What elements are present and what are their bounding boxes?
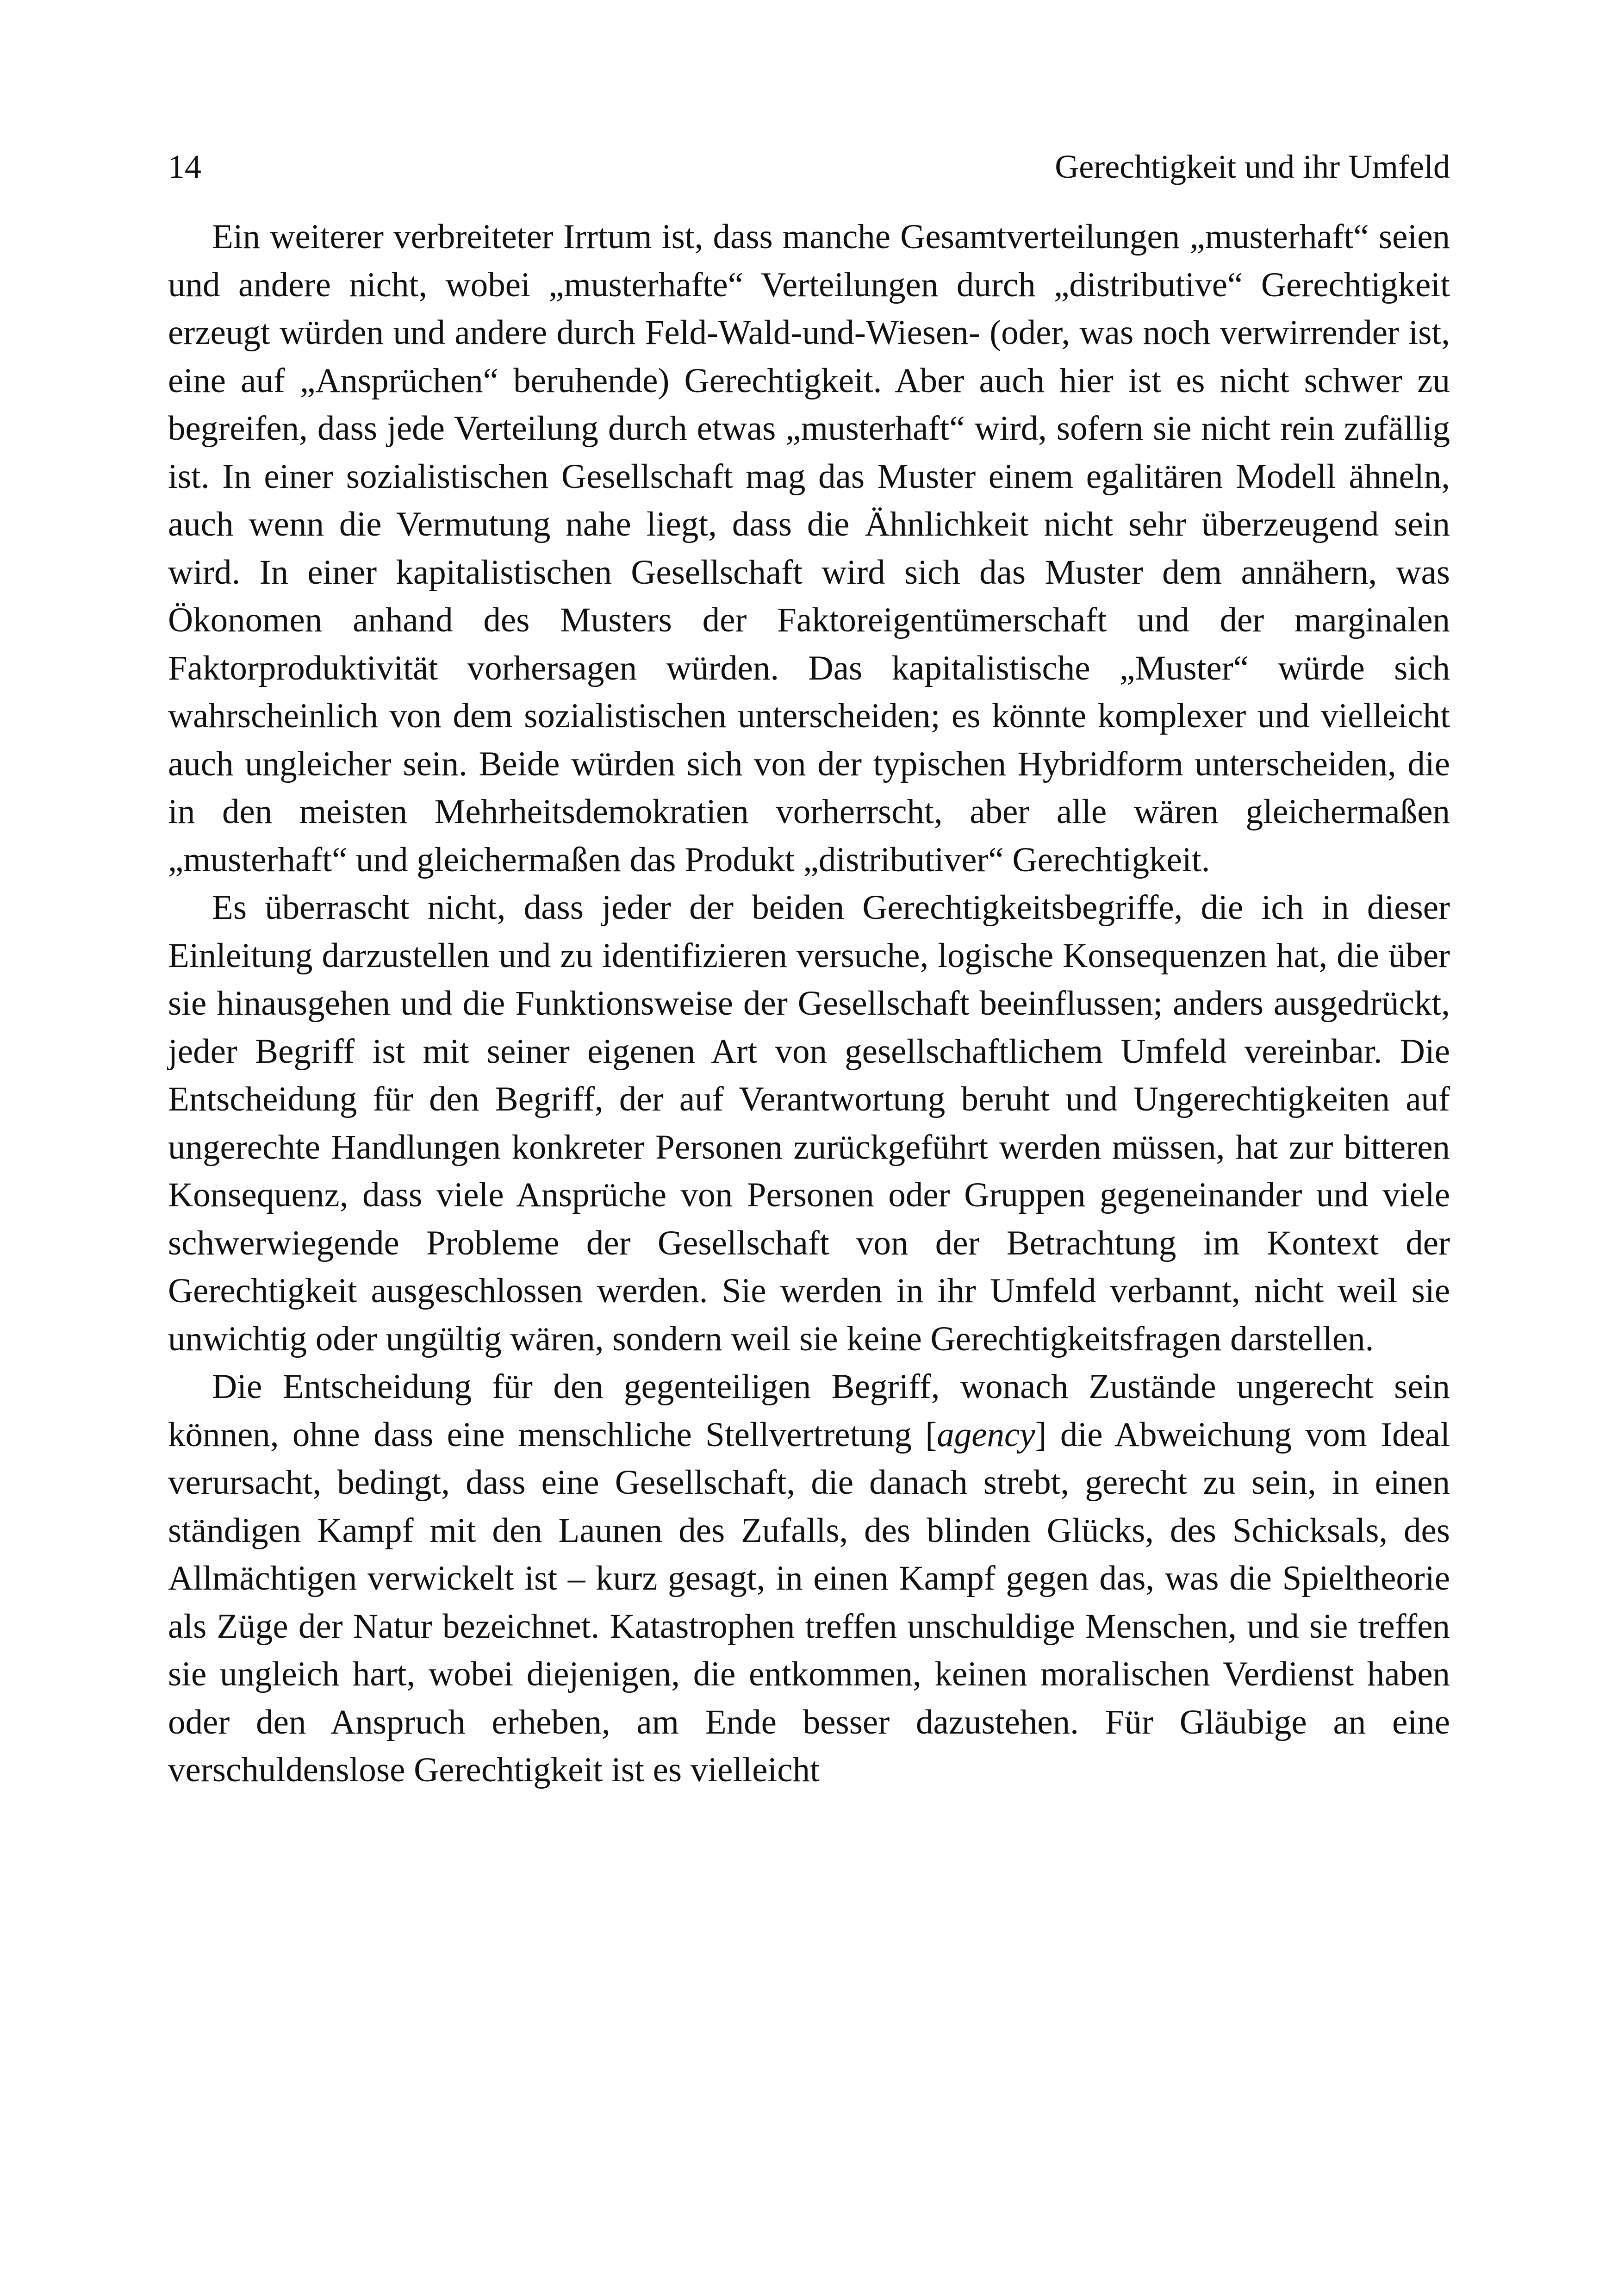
running-head: Gerechtigkeit und ihr Umfeld <box>1055 148 1450 185</box>
paragraph-3-text-after: ] die Abweichung vom Ideal verursacht, bedingt, dass eine Gesellschaft, die danach strebt, gerecht zu sein, in einen ständigen Kampf mit den Launen des Zufalls, des blinden Glücks, des Schicksals, des Allmächtigen verwickelt ist – kurz gesagt, in einen Kampf gegen das, was die Spieltheorie als Züge der Natur bezeichnet. Katastrophen treffen unschuldige Menschen, und sie treffen sie ungleich hart, wobei diejenigen, die entkommen, keinen moralischen Verdienst haben oder den Anspruch erheben, am Ende besser dazustehen. Für Gläubige an eine verschuldenslose Gerechtigkeit ist es vielleicht <box>168 1415 1450 1789</box>
page-number: 14 <box>168 148 201 185</box>
italic-term-agency: agency <box>937 1415 1035 1454</box>
body-text <box>168 213 1450 1794</box>
page-header <box>168 139 1450 194</box>
paragraph-2: Es überrascht nicht, dass jeder der beiden Gerechtigkeitsbegriffe, die ich in dieser Einleitung darzustellen und zu identifizieren versuche, logische Konsequenzen hat, die über sie hinausgehen und die Funktionsweise der Gesellschaft beeinflussen; anders ausgedrückt, jeder Begriff ist mit seiner eigenen Art von gesellschaftlichem Umfeld vereinbar. Die Entscheidung für den Begriff, der auf Verantwortung beruht und Ungerechtigkeiten auf ungerechte Handlungen konkreter Personen zurückgeführt werden müssen, hat zur bitteren Konsequenz, dass viele Ansprüche von Personen oder Gruppen gegeneinander und viele schwerwiegende Probleme der Gesellschaft von der Betrachtung im Kontext der Gerechtigkeit ausgeschlossen werden. Sie werden in ihr Umfeld verbannt, nicht weil sie unwichtig oder ungültig wären, sondern weil sie keine Gerechtigkeitsfragen darstellen. <box>168 888 1450 1358</box>
paragraph-3 <box>168 1363 1450 1794</box>
paragraph-3-text-before: Die Entscheidung für den gegenteiligen Begriff, wonach Zustände ungerecht sein können, ohne dass eine menschliche Stellvertretung [ <box>168 1367 1450 1454</box>
paragraph-1: Ein weiterer verbreiteter Irrtum ist, dass manche Gesamtverteilungen „musterhaft“ seien und andere nicht, wobei „musterhafte“ Verteilungen durch „distributive“ Gerechtigkeit erzeugt würden und andere durch Feld-Wald-und-Wiesen- (oder, was noch verwirrender ist, eine auf „Ansprüchen“ beruhende) Gerechtigkeit. Aber auch hier ist es nicht schwer zu begreifen, dass jede Verteilung durch etwas „musterhaft“ wird, sofern sie nicht rein zufällig ist. In einer sozialistischen Gesellschaft mag das Muster einem egalitären Modell ähneln, auch wenn die Vermutung nahe liegt, dass die Ähnlichkeit nicht sehr überzeugend sein wird. In einer kapitalistischen Gesellschaft wird sich das Muster dem annähern, was Ökonomen anhand des Musters der Faktoreigentümerschaft und der marginalen Faktorproduktivität vorhersagen würden. Das kapitalistische „Muster“ würde sich wahrscheinlich von dem sozialistischen unterscheiden; es könnte komplexer und vielleicht auch ungleicher sein. Beide würden sich von der typischen Hybridform unterscheiden, die in den meisten Mehrheitsdemokratien vorherrscht, aber alle wären gleichermaßen „musterhaft“ und gleichermaßen das Produkt „distributiver“ Gerechtigkeit. <box>168 218 1450 879</box>
